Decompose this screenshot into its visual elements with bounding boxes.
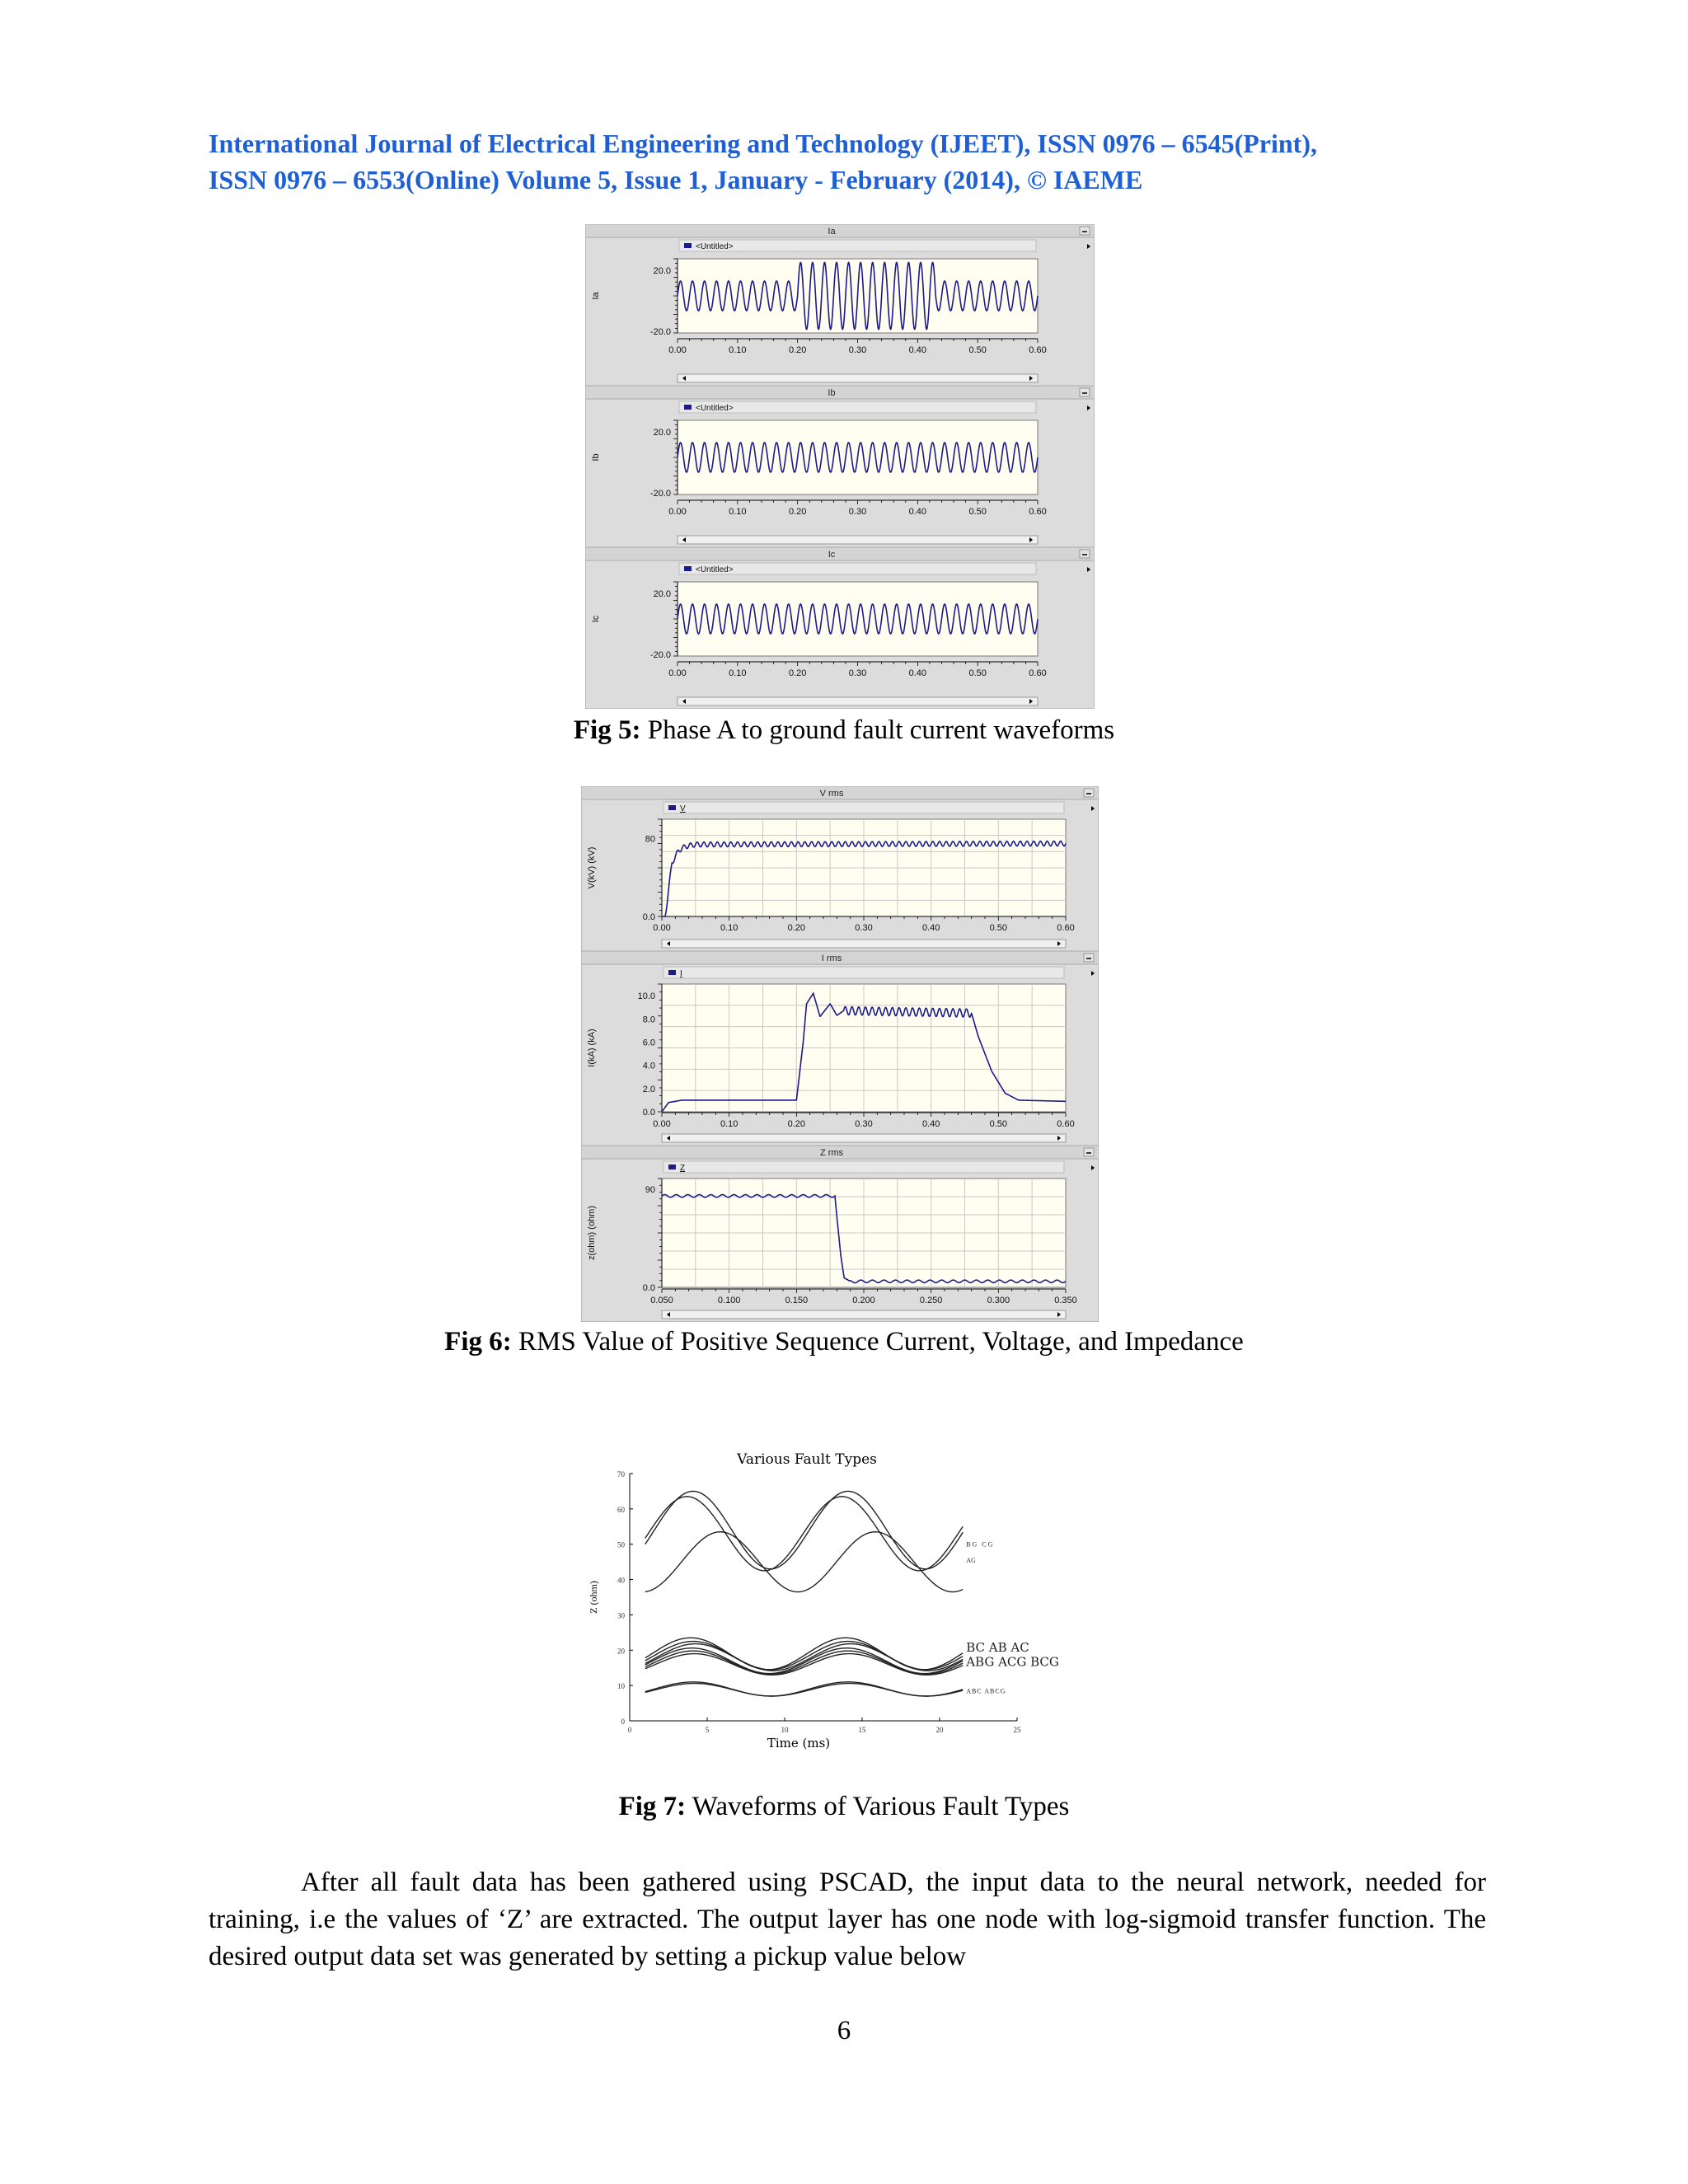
x-tick-label: 0.300 [987,1296,1010,1305]
scrollbar-track [662,940,1066,948]
minimize-button [1080,550,1090,558]
legend-text: <Untitled> [696,565,734,574]
y-tick-label: 0 [621,1718,625,1726]
minimize-button [1080,388,1090,396]
chart-title: Various Fault Types [737,1451,877,1468]
x-tick-label: 0.250 [919,1296,943,1305]
panel-title: V rms [819,789,844,799]
panel-titlebar [585,224,1095,237]
x-tick-label: 0.10 [729,668,747,678]
y-tick-label: -20.0 [649,327,671,337]
y-tick-label: 10 [617,1682,625,1691]
x-tick-label: 0.60 [1057,1119,1075,1129]
y-axis-label: I(kA) (kA) [587,1029,597,1067]
series-label: BG CG [966,1540,995,1549]
x-tick-label: 5 [705,1726,710,1734]
x-axis-label: Time (ms) [767,1736,831,1750]
legend-bar [663,1161,1064,1173]
y-tick-label: 90 [645,1185,655,1196]
panel-title: Ib [828,388,836,398]
x-tick-label: 0.50 [968,507,987,517]
fig5-pscad-current-plots [585,224,1095,709]
x-tick-label: 0.20 [788,507,807,517]
scrollbar-track [678,697,1038,705]
x-tick-label: 0.50 [989,923,1008,933]
legend-text: <Untitled> [696,404,734,413]
series-ag [645,1532,963,1592]
fig6-caption [0,1325,1688,1358]
y-tick-label: 70 [617,1470,625,1479]
scrollbar-track [662,1134,1066,1142]
panel-title: I rms [821,954,842,963]
panel-title: Ic [828,550,836,560]
x-tick-label: 0.40 [908,345,927,355]
y-axis-label: Ib [591,453,601,462]
y-tick-label: 6.0 [642,1038,655,1048]
legend-text: <Untitled> [696,242,734,251]
y-tick-label: 8.0 [642,1015,655,1025]
panel-z-rms [581,1146,1099,1322]
minimize-button [1080,227,1090,235]
scrollbar-track [678,536,1038,544]
y-axis-label: Ia [591,292,601,300]
legend-swatch [668,970,676,975]
x-tick-label: 0.00 [668,345,687,355]
x-tick-label: 0.00 [668,507,687,517]
x-tick-label: 0.30 [855,1119,873,1129]
minimize-button [1084,1148,1094,1156]
fig5-caption-text: Phase A to ground fault current waveforms [640,715,1115,745]
y-tick-label: 20 [617,1647,625,1656]
series-abcg [645,1684,963,1696]
series-bg [645,1491,963,1568]
y-tick-label: 20.0 [653,428,671,438]
x-tick-label: 0.200 [852,1296,875,1305]
x-tick-label: 0 [627,1726,632,1734]
legend-text: Z [680,1164,686,1173]
panel-v-rms [581,786,1099,951]
y-tick-label: 20.0 [653,266,671,276]
x-tick-label: 0.10 [729,507,747,517]
series-label: ABG ACG BCG [966,1654,1059,1670]
minimize-button [1084,789,1094,797]
x-tick-label: 0.50 [989,1119,1008,1129]
x-tick-label: 0.00 [668,668,687,678]
x-tick-label: 20 [935,1726,944,1734]
x-tick-label: 0.60 [1029,345,1047,355]
fig7-plot [588,1451,1059,1750]
x-tick-label: 0.20 [788,345,807,355]
x-tick-label: 0.10 [729,345,747,355]
y-tick-label: 0.0 [642,1108,655,1118]
y-axis-label: Z (ohm) [588,1581,599,1614]
x-tick-label: 0.60 [1029,668,1047,678]
fig6-pscad-rms-plots [581,786,1099,1322]
series-label: AG [966,1557,976,1564]
panel-title: Z rms [819,1148,844,1158]
fig5-caption [0,714,1688,747]
legend-text: V [680,804,686,813]
x-tick-label: 0.60 [1029,507,1047,517]
panel-titlebar [585,547,1095,560]
x-tick-label: 0.30 [848,507,867,517]
panel-ib [585,386,1095,547]
body-paragraph: After all fault data has been gathered using PSCAD, the input data to the neural network, needed for training, i.e the values of ‘Z’ are extracted. The output layer has one node with log-sigmoid transfer function. The desired output data set was generated by setting a pickup value below [209,1868,1486,1971]
minimize-button [1084,954,1094,962]
x-tick-label: 0.20 [787,1119,806,1129]
x-tick-label: 25 [1013,1726,1021,1734]
fig5-caption-label: Fig 5: [573,715,641,745]
y-tick-label: 2.0 [642,1084,655,1094]
panel-ic [585,547,1095,709]
x-tick-label: 0.100 [717,1296,741,1305]
y-tick-label: 4.0 [642,1061,655,1071]
y-tick-label: 50 [617,1540,625,1549]
fig7-fault-types-chart [587,1446,1104,1759]
y-tick-label: 0.0 [642,912,655,922]
x-tick-label: 0.40 [921,1119,940,1129]
y-axis-label: z(ohm) (ohm) [587,1205,597,1261]
y-axis-label: Ic [591,615,601,623]
fig7-caption-text: Waveforms of Various Fault Types [686,1792,1070,1821]
series-abc [645,1682,963,1696]
y-tick-label: 60 [617,1505,625,1514]
legend-swatch [668,805,676,810]
panel-i-rms [581,951,1099,1146]
x-tick-label: 0.40 [921,923,940,933]
legend-bar [663,967,1064,978]
x-tick-label: 0.40 [908,668,927,678]
y-tick-label: 80 [645,834,655,845]
fig6-caption-label: Fig 6: [444,1327,512,1357]
y-tick-label: 30 [617,1611,625,1620]
panel-titlebar [585,386,1095,399]
x-tick-label: 10 [781,1726,789,1734]
y-tick-label: 10.0 [637,991,655,1002]
panel-title: Ia [828,227,836,237]
y-tick-label: 40 [617,1576,625,1585]
x-tick-label: 0.20 [788,668,807,678]
y-tick-label: 20.0 [653,589,671,599]
x-tick-label: 0.50 [968,668,987,678]
body-text [209,1864,1486,1975]
y-tick-label: -20.0 [649,650,671,660]
x-tick-label: 0.20 [787,923,806,933]
page-number: 6 [837,2016,851,2046]
x-tick-label: 15 [858,1726,866,1734]
x-tick-label: 0.10 [720,923,738,933]
fig7-caption-label: Fig 7: [618,1792,687,1821]
x-tick-label: 0.350 [1054,1296,1077,1305]
fig6-caption-text: RMS Value of Positive Sequence Current, Voltage, and Impedance [511,1327,1244,1357]
series-bcg [645,1654,963,1675]
x-tick-label: 0.10 [720,1119,738,1129]
x-tick-label: 0.00 [653,1119,671,1129]
y-axis-label: V(kV) (kV) [587,846,597,889]
fig7-caption [0,1790,1688,1823]
legend-swatch [684,405,692,410]
journal-header-line2: ISSN 0976 – 6553(Online) Volume 5, Issue 1, January - February (2014), © IAEME [209,165,1143,194]
x-tick-label: 0.30 [848,345,867,355]
series-cg [645,1497,963,1571]
series-label: BC AB AC [966,1640,1029,1656]
y-tick-label: -20.0 [649,489,671,499]
x-tick-label: 0.050 [650,1296,673,1305]
x-tick-label: 0.30 [855,923,873,933]
series-label: ABC ABCG [966,1687,1006,1695]
legend-swatch [684,566,692,571]
journal-header [209,125,1486,198]
x-tick-label: 0.40 [908,507,927,517]
legend-text: I [680,969,682,978]
journal-header-line1: International Journal of Electrical Engineering and Technology (IJEET), ISSN 0976 – 6545(Print), [209,129,1317,158]
x-tick-label: 0.30 [848,668,867,678]
legend-swatch [668,1165,676,1169]
x-tick-label: 0.60 [1057,923,1075,933]
x-tick-label: 0.50 [968,345,987,355]
legend-bar [663,802,1064,813]
legend-swatch [684,243,692,248]
panel-ia [585,224,1095,386]
x-tick-label: 0.00 [653,923,671,933]
x-tick-label: 0.150 [785,1296,809,1305]
scrollbar-track [678,374,1038,382]
scrollbar-track [662,1310,1066,1319]
y-tick-label: 0.0 [642,1283,655,1293]
